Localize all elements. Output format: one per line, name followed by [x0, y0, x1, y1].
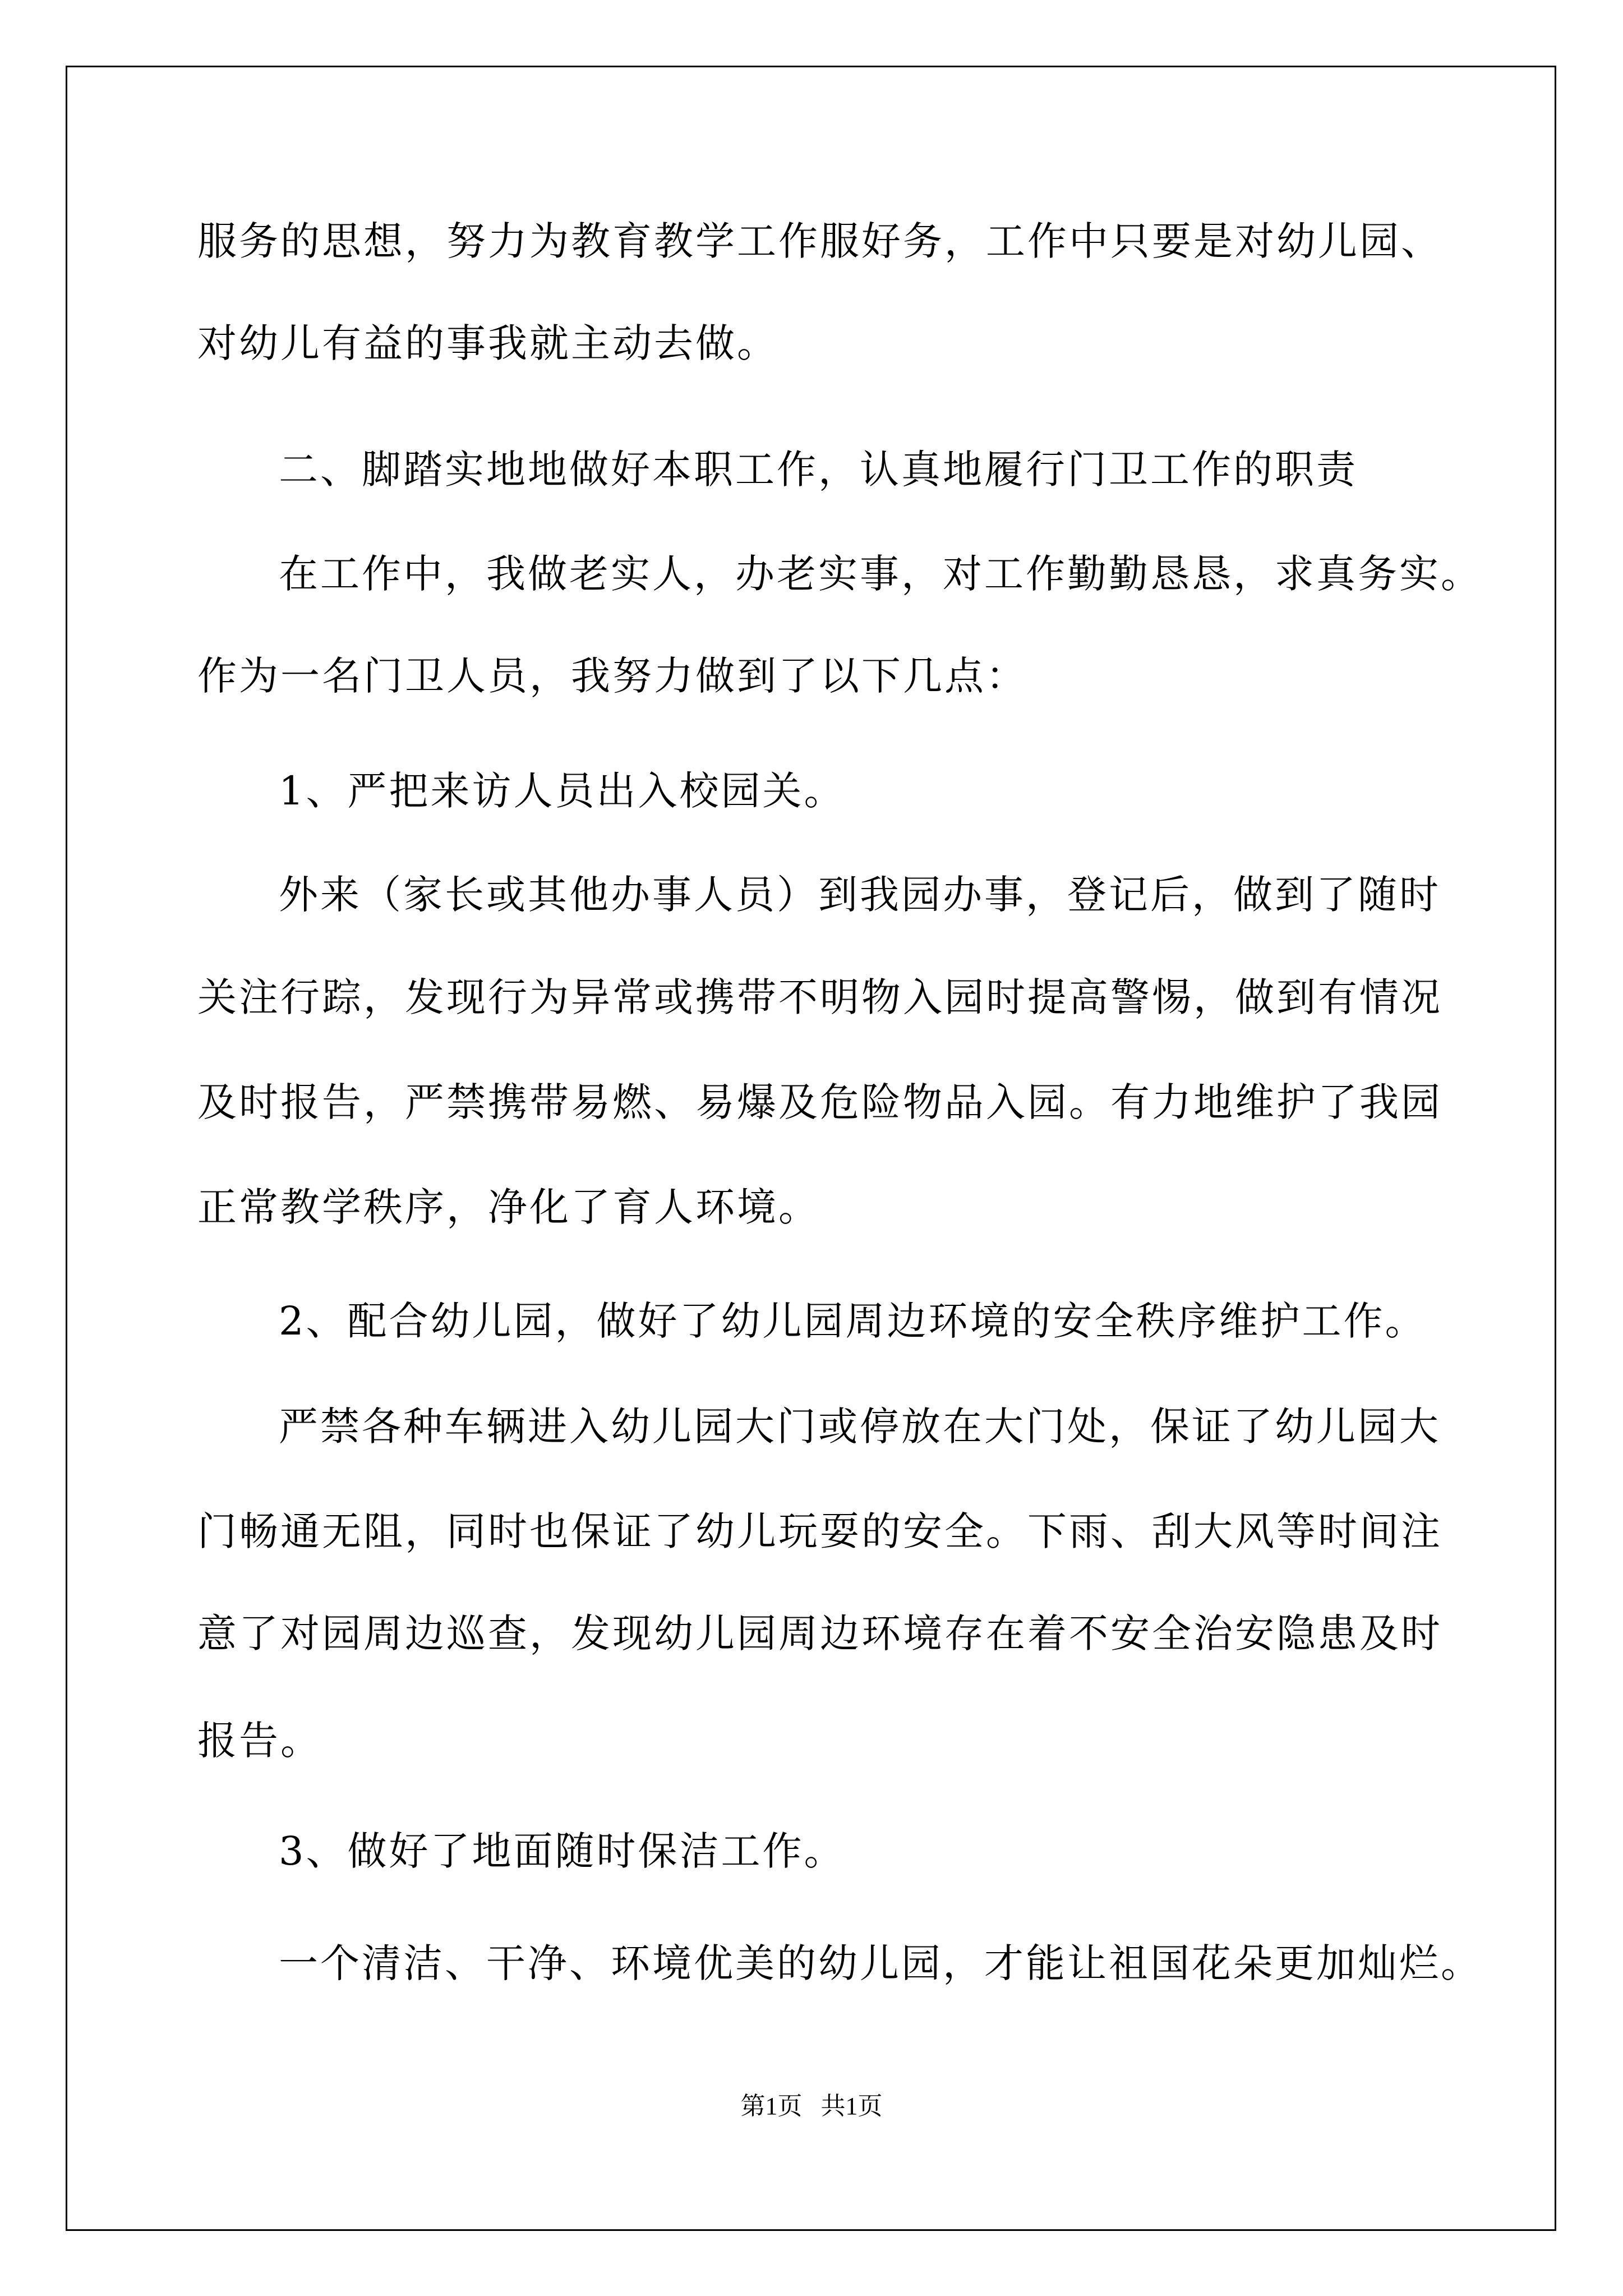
text-line: 一个清洁、干净、环境优美的幼儿园，才能让祖国花朵更加灿烂。 — [279, 1940, 1482, 1986]
page-border — [66, 66, 1556, 2231]
text-line: 严禁各种车辆进入幼儿园大门或停放在大门处，保证了幼儿园大 — [279, 1404, 1441, 1450]
page-number-footer: 第1页 共1页 — [740, 2092, 883, 2120]
text-line: 及时报告，严禁携带易燃、易爆及危险物品入园。有力地维护了我园 — [197, 1079, 1442, 1125]
text-line: 意了对园周边巡查，发现幼儿园周边环境存在着不安全治安隐患及时 — [197, 1611, 1442, 1657]
list-item-heading: 1、严把来访人员出入校园关。 — [279, 768, 846, 814]
text-line: 服务的思想，努力为教育教学工作服好务，工作中只要是对幼儿园、 — [197, 218, 1442, 264]
text-line: 关注行踪，发现行为异常或携带不明物入园时提高警惕，做到有情况 — [197, 974, 1442, 1020]
text-line: 外来（家长或其他办事人员）到我园办事，登记后，做到了随时 — [279, 872, 1441, 918]
text-line: 门畅通无阻，同时也保证了幼儿玩耍的安全。下雨、刮大风等时间注 — [197, 1508, 1442, 1554]
text-line: 正常教学秩序，净化了育人环境。 — [197, 1184, 820, 1230]
list-item-heading: 2、配合幼儿园，做好了幼儿园周边环境的安全秩序维护工作。 — [279, 1298, 1427, 1344]
text-line: 报告。 — [197, 1718, 322, 1764]
text-line: 在工作中，我做老实人，办老实事，对工作勤勤恳恳，求真务实。 — [279, 551, 1482, 597]
list-item-heading: 3、做好了地面随时保洁工作。 — [279, 1828, 846, 1874]
text-line: 对幼儿有益的事我就主动去做。 — [197, 320, 778, 366]
section-heading: 二、脚踏实地地做好本职工作，认真地履行门卫工作的职责 — [279, 447, 1358, 493]
text-line: 作为一名门卫人员，我努力做到了以下几点： — [197, 653, 1027, 699]
